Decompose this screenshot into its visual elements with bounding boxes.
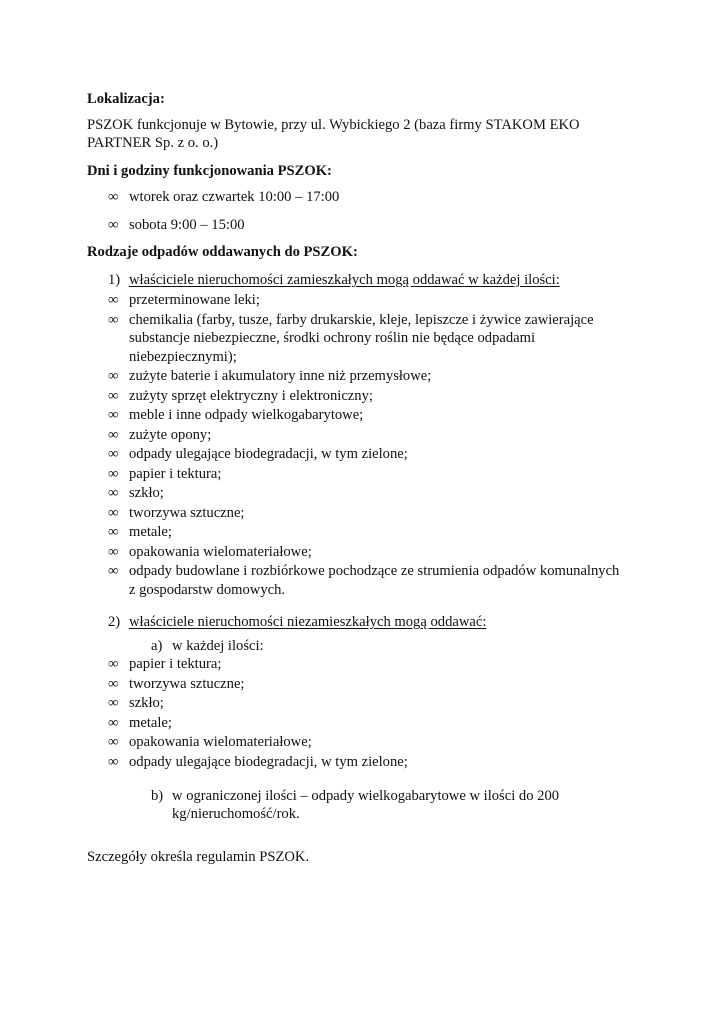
- list-item-text: opakowania wielomateriałowe;: [129, 734, 312, 750]
- list-item-text: chemikalia (farby, tusze, farby drukarskie, kleje, lepiszcze i żywice zawierające: [129, 311, 594, 328]
- bullet-icon: ∞: [108, 543, 119, 560]
- bullet-icon: ∞: [108, 465, 119, 482]
- list-item-text: z gospodarstw domowych.: [129, 581, 286, 598]
- footer-note: Szczegóły określa regulamin PSZOK.: [87, 849, 310, 865]
- list-item-text: zużyte baterie i akumulatory inne niż przemysłowe;: [129, 368, 432, 385]
- non-residential-title-text: właściciele nieruchomości niezamieszkałych mogą oddawać:: [129, 614, 487, 630]
- list-item-text: odpady ulegające biodegradacji, w tym zielone;: [129, 753, 408, 770]
- bullet-icon: ∞: [108, 426, 119, 443]
- bullet-icon: ∞: [108, 675, 119, 692]
- bullet-icon: ∞: [108, 485, 119, 502]
- bullet-icon: ∞: [108, 292, 119, 308]
- bullet-icon: ∞: [108, 656, 119, 672]
- list-item-text: przeterminowane leki;: [129, 292, 260, 308]
- sublist-a-title-text: w każdej ilości:: [172, 638, 264, 654]
- list-item-text: papier i tektura;: [129, 465, 222, 482]
- location-heading: Lokalizacja:: [87, 91, 165, 107]
- list-item-text: szkło;: [129, 695, 164, 711]
- bullet-icon: ∞: [108, 714, 119, 731]
- bullet-icon: ∞: [108, 217, 119, 233]
- list-item-text: szkło;: [129, 485, 164, 502]
- list-item-text: niebezpiecznymi);: [129, 348, 237, 365]
- sublist-b-text-line-2: kg/nieruchomość/rok.: [172, 806, 300, 822]
- location-text-line-1: PSZOK funkcjonuje w Bytowie, przy ul. Wybickiego 2 (baza firmy STAKOM EKO: [87, 117, 580, 133]
- location-text-line-2: PARTNER Sp. z o. o.): [87, 135, 219, 151]
- sublist-label: a): [151, 638, 163, 654]
- bullet-icon: ∞: [108, 446, 119, 463]
- list-item-text: opakowania wielomateriałowe;: [129, 543, 312, 560]
- bullet-icon: ∞: [108, 387, 119, 404]
- bullet-icon: ∞: [108, 563, 119, 580]
- bullet-icon: ∞: [108, 311, 119, 328]
- list-number: 2): [108, 614, 121, 630]
- bullet-icon: ∞: [108, 407, 119, 424]
- sublist-label: b): [151, 788, 164, 804]
- list-item-text: tworzywa sztuczne;: [129, 675, 245, 692]
- bullet-icon: ∞: [108, 524, 119, 541]
- bullet-icon: ∞: [108, 368, 119, 385]
- bullet-icon: ∞: [108, 734, 119, 750]
- list-item-text: metale;: [129, 524, 172, 541]
- list-item-text: meble i inne odpady wielkogabarytowe;: [129, 407, 364, 424]
- list-item-text: odpady ulegające biodegradacji, w tym zielone;: [129, 446, 408, 463]
- sublist-b-text-line-1: w ograniczonej ilości – odpady wielkogabarytowe w ilości do 200: [172, 788, 560, 804]
- bullet-icon: ∞: [108, 695, 119, 711]
- residential-title-text: właściciele nieruchomości zamieszkałych mogą oddawać w każdej ilości:: [129, 272, 560, 288]
- list-item-text: zużyty sprzęt elektryczny i elektroniczny;: [129, 387, 373, 404]
- list-item-text: tworzywa sztuczne;: [129, 504, 245, 521]
- hours-item-text: wtorek oraz czwartek 10:00 – 17:00: [129, 189, 340, 205]
- list-item-text: papier i tektura;: [129, 656, 222, 672]
- list-item-text: metale;: [129, 714, 172, 731]
- bullet-icon: ∞: [108, 504, 119, 521]
- list-number: 1): [108, 272, 121, 288]
- bullet-icon: ∞: [108, 189, 119, 205]
- hours-heading: Dni i godziny funkcjonowania PSZOK:: [87, 163, 332, 179]
- hours-item-text: sobota 9:00 – 15:00: [129, 217, 245, 233]
- bullet-icon: ∞: [108, 753, 119, 770]
- list-item-text: substancje niebezpieczne, środki ochrony roślin nie będące odpadami: [129, 330, 536, 347]
- list-item-text: zużyte opony;: [129, 426, 212, 443]
- waste-heading: Rodzaje odpadów oddawanych do PSZOK:: [87, 244, 358, 260]
- list-item-text: odpady budowlane i rozbiórkowe pochodzące ze strumienia odpadów komunalnych: [129, 563, 620, 580]
